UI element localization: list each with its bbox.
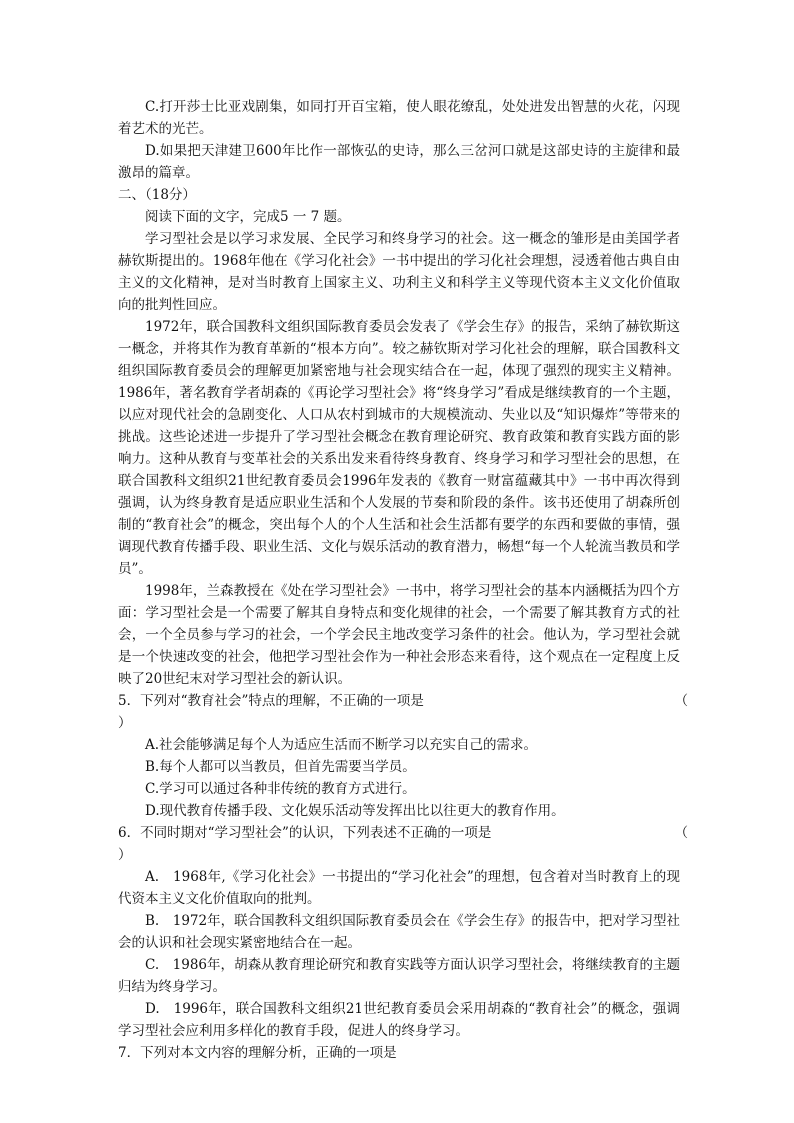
question-5-stem <box>118 690 688 712</box>
passage-paragraph-1: 学习型社会是以学习求发展、全民学习和终身学习的社会。这一概念的雏形是由美国学者赫钦斯提出的。1968年他在《学习化社会》一书中提出的学习化社会理想，浸透着他古典自由主义的文化精神，是对当时教育上国家主义、功利主义和科学主义等现代资本主义文化价值取向的批判性回应。 <box>118 231 680 313</box>
question-5-option-b: B.每个人都可以当教员，但首先需要当学员。 <box>145 759 416 775</box>
question-6-option-a: A. 1968年,《学习化社会》一书提出的“学习化社会”的理想，包含着对当时教育上的现代资本主义文化价值取向的批判。 <box>118 869 680 907</box>
question-6-option-b: B. 1972年，联合国教科文组织国际教育委员会在《学会生存》的报告中，把对学习型社会的认识和社会现实紧密地结合在一起。 <box>118 913 680 951</box>
section-heading: 二、（18分） <box>118 187 196 203</box>
question-5-text: 5．下列对“教育社会”特点的理解，不正确的一项是 <box>118 693 424 709</box>
question-6-text: 6．不同时期对“学习型社会”的认识，下列表述不正确的一项是 <box>118 825 492 841</box>
passage-paragraph-2: 1972年，联合国教科文组织国际教育委员会发表了《学会生存》的报告，采纳了赫钦斯这一概念，并将其作为教育革新的“根本方向”。较之赫钦斯对学习化社会的理解，联合国教科文组织国际教育委员会的理解更加紧密地与社会现实结合在一起，体现了强烈的现实主义精神。1986年，著名教育学者胡森的《再论学习型社会》将“终身学习”看成是继续教育的一个主题，以应对现代社会的急剧变化、人口从农村到城市的大规模流动、失业以及“知识爆炸”等带来的挑战。这些论述进一步提升了学习型社会概念在教育理论研究、教育政策和教育实践方面的影响力。这种从教育与变革社会的关系出发来看待终身教育、终身学习和学习型社会的思想，在联合国教科文组织21世纪教育委员会1996年发表的《教育一财富蕴藏其中》一书中再次得到强调，认为终身教育是适应职业生活和个人发展的节奏和阶段的条件。该书还使用了胡森所创制的“教育社会”的概念，突出每个人的个人生活和社会生活都有要学的东西和要做的事情，强调现代教育传播手段、职业生活、文化与娱乐活动的教育潜力，畅想“每一个人轮流当教员和学员”。 <box>118 319 680 577</box>
question-5 <box>118 690 688 822</box>
question-7-stem: 7．下列对本文内容的理解分析，正确的一项是 <box>118 1045 397 1061</box>
passage-paragraph-3: 1998年，兰森教授在《处在学习型社会》一书中，将学习型社会的基本内涵概括为四个方面：学习型社会是一个需要了解其自身特点和变化规律的社会，一个需要了解其教育方式的社会，一个全员参与学习的社会，一个学会民主地改变学习条件的社会。他认为，学习型社会就是一个快速改变的社会，他把学习型社会作为一种社会形态来看待，这个观点在一定程度上反映了20世纪末对学习型社会的新认识。 <box>118 583 680 687</box>
document-body <box>118 96 688 1064</box>
question-6 <box>118 822 688 1042</box>
question-5-option-a: A.社会能够满足每个人为适应生活而不断学习以充实自己的需求。 <box>145 737 538 753</box>
question-5-option-d: D.现代教育传播手段、文化娱乐活动等发挥出比以往更大的教育作用。 <box>145 803 565 819</box>
question-6-option-c: C. 1986年，胡森从教育理论研究和教育实践等方面认识学习型社会，将继续教育的主题归结为终身学习。 <box>118 957 680 995</box>
question-5-paren-open: （ <box>674 693 688 709</box>
question-6-paren-close: ） <box>118 847 132 863</box>
option-c-text: C.打开莎士比亚戏剧集，如同打开百宝箱，使人眼花缭乱，处处进发出智慧的火花，闪现着艺术的光芒。 <box>118 99 680 137</box>
question-5-option-c: C.学习可以通过各种非传统的教育方式进行。 <box>145 781 416 797</box>
option-d-text: D.如果把天津建卫600年比作一部恢弘的史诗，那么三岔河口就是这部史诗的主旋律和最激昂的篇章。 <box>118 143 680 181</box>
question-6-paren-open: （ <box>674 825 688 841</box>
reading-instruction: 阅读下面的文字，完成5 一 7 题。 <box>145 209 351 225</box>
question-5-paren-close: ） <box>118 715 132 731</box>
question-6-stem <box>118 822 688 844</box>
question-6-option-d: D. 1996年，联合国教科文组织21世纪教育委员会采用胡森的“教育社会”的概念，强调学习型社会应利用多样化的教育手段，促进人的终身学习。 <box>118 1001 680 1039</box>
